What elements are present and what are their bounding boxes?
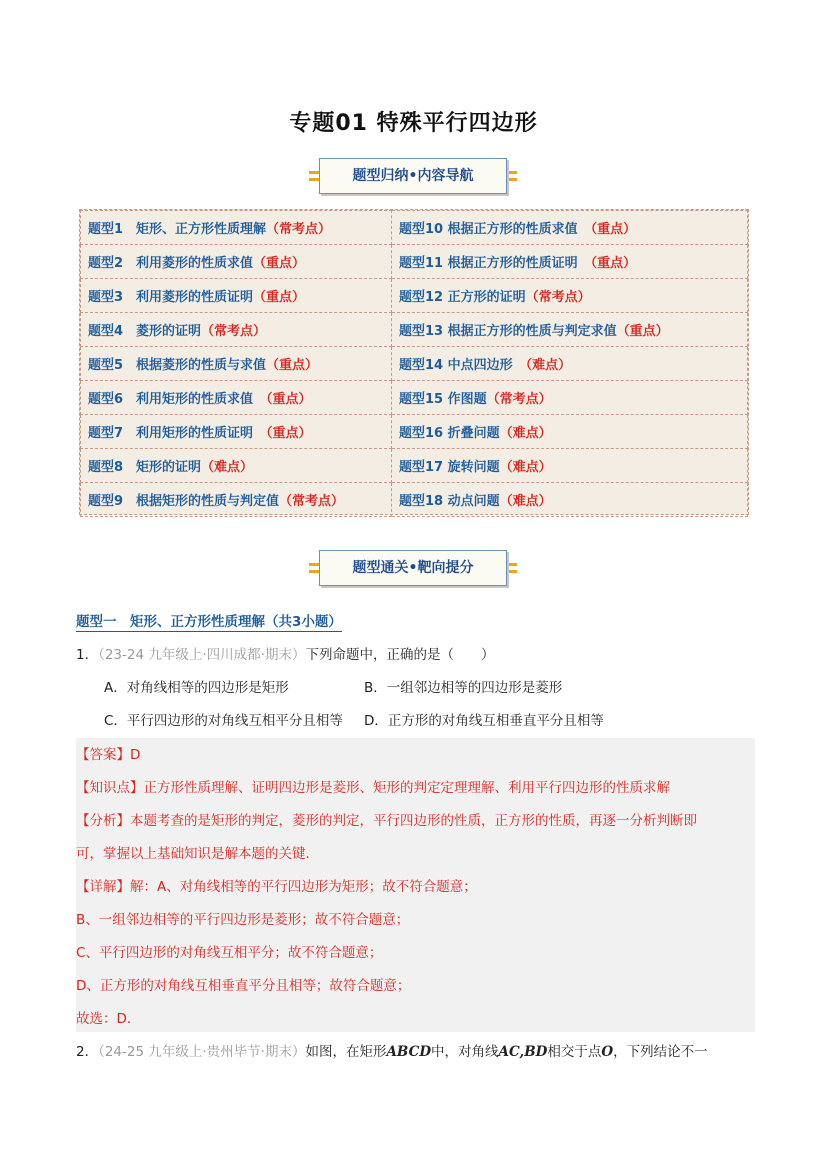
- toc-banner: [313, 158, 513, 194]
- toc-item[interactable]: [392, 211, 748, 245]
- detail-line-3: C、平行四边形的对角线互相平分；故不符合题意；: [76, 945, 383, 961]
- toc-item[interactable]: [81, 483, 392, 517]
- toc-item[interactable]: [81, 279, 392, 313]
- toc-item-tag: （重点）: [253, 256, 306, 271]
- toc-item-label: 题型6 利用矩形的性质求值: [88, 392, 267, 407]
- toc-item-label: 题型5 根据菱形的性质与求值: [88, 358, 267, 373]
- option-a: A．对角线相等的四边形是矩形: [104, 680, 289, 696]
- toc-item-label: 题型12 正方形的证明: [399, 290, 526, 305]
- toc-item-tag: （难点）: [499, 494, 552, 509]
- practice-banner-label: 题型通关•靶向提分: [319, 550, 507, 586]
- option-c: C．平行四边形的对角线互相平分且相等: [104, 713, 343, 729]
- toc-item[interactable]: [81, 211, 392, 245]
- toc-item-tag: （重点）: [253, 290, 306, 305]
- toc-row: [81, 279, 748, 313]
- knowledge-line: [76, 776, 670, 796]
- toc-item-tag: （重点）: [266, 358, 319, 373]
- toc-item-label: 题型14 中点四边形: [399, 358, 526, 373]
- toc-item-tag: （难点）: [499, 460, 552, 475]
- toc-item-tag: （重点）: [590, 256, 637, 271]
- math-diagonals: AC,BD: [498, 1044, 548, 1060]
- page-title: 专题01 特殊平行四边形: [289, 111, 538, 136]
- question-source: （24-25 九年级上·贵州毕节·期末）: [98, 1044, 306, 1060]
- toc-item-tag: （常考点）: [525, 290, 591, 305]
- toc-row: [81, 483, 748, 517]
- detail-line-1: [76, 875, 477, 895]
- toc-item[interactable]: [81, 415, 392, 449]
- toc-row: [81, 245, 748, 279]
- toc-item-tag: （重点）: [266, 426, 312, 441]
- toc-item[interactable]: [81, 381, 392, 415]
- toc-item[interactable]: [392, 245, 748, 279]
- question-number: 1．: [76, 647, 99, 663]
- toc-item[interactable]: [81, 449, 392, 483]
- toc-item-tag: （难点）: [499, 426, 552, 441]
- detail-label: 【详解】: [76, 879, 130, 895]
- toc-item[interactable]: [392, 279, 748, 313]
- detail-line-4: D、正方形的对角线互相垂直平分且相等；故符合题意；: [76, 978, 411, 994]
- toc-item-tag: （常考点）: [486, 392, 552, 407]
- knowledge-text: 正方形性质理解、证明四边形是菱形、矩形的判定定理理解、利用平行四边形的性质求解: [143, 780, 670, 796]
- toc-item-tag: （重点）: [266, 392, 312, 407]
- toc-item-label: 题型16 折叠问题: [399, 426, 500, 441]
- detail-text-1: 解：A、对角线相等的平行四边形为矩形；故不符合题意；: [130, 879, 477, 895]
- toc-item-label: 题型11 根据正方形的性质证明: [399, 256, 591, 271]
- detail-line-2: B、一组邻边相等的平行四边形是菱形；故不符合题意；: [76, 912, 410, 928]
- answer-line: [76, 743, 140, 763]
- toc-item-label: 题型15 作图题: [399, 392, 487, 407]
- toc-item-tag: （重点）: [616, 324, 669, 339]
- toc-item-label: 题型13 根据正方形的性质与判定求值: [399, 324, 617, 339]
- analysis-label: 【分析】: [76, 813, 130, 829]
- toc-item[interactable]: [81, 347, 392, 381]
- analysis-line-2: 可，掌握以上基础知识是解本题的关键．: [76, 846, 319, 862]
- toc-table: [79, 209, 749, 515]
- toc-banner-label: 题型归纳•内容导航: [319, 158, 507, 194]
- toc-row: [81, 313, 748, 347]
- toc-row: [81, 449, 748, 483]
- question-2: [76, 1040, 708, 1060]
- toc-row: [81, 415, 748, 449]
- question-text-1: 如图，在矩形: [305, 1044, 387, 1060]
- toc-row: [81, 381, 748, 415]
- practice-banner: [313, 550, 513, 586]
- toc-item-tag: （常考点）: [279, 494, 345, 509]
- section-title: 题型一 矩形、正方形性质理解（共3小题）: [76, 610, 342, 632]
- toc-item-label: 题型8 矩形的证明: [88, 460, 202, 475]
- toc-item[interactable]: [392, 381, 748, 415]
- question-text-2: 中，对角线: [431, 1044, 499, 1060]
- toc-item-label: 题型9 根据矩形的性质与判定值: [88, 494, 280, 509]
- toc-item[interactable]: [392, 449, 748, 483]
- toc-item-tag: （常考点）: [201, 324, 267, 339]
- toc-item-label: 题型17 旋转问题: [399, 460, 500, 475]
- toc-item-label: 题型1 矩形、正方形性质理解: [88, 222, 267, 237]
- conclusion-line: 故选：D．: [76, 1011, 141, 1027]
- question-1: [76, 643, 494, 663]
- question-stem: 下列命题中，正确的是（ ）: [305, 647, 495, 663]
- question-source: （23-24 九年级上·四川成都·期末）: [98, 647, 306, 663]
- toc-item-tag: （难点）: [201, 460, 254, 475]
- toc-item-label: 题型2 利用菱形的性质求值: [88, 256, 254, 271]
- math-rect-name: ABCD: [386, 1044, 432, 1060]
- toc-item-label: 题型7 利用矩形的性质证明: [88, 426, 267, 441]
- question-number: 2．: [76, 1044, 99, 1060]
- toc-item-label: 题型10 根据正方形的性质求值: [399, 222, 591, 237]
- toc-item-label: 题型4 菱形的证明: [88, 324, 202, 339]
- analysis-line-1: [76, 809, 697, 829]
- math-point: O: [601, 1044, 614, 1060]
- toc-item[interactable]: [392, 483, 748, 517]
- knowledge-label: 【知识点】: [76, 780, 144, 796]
- question-text-3: 相交于点: [547, 1044, 602, 1060]
- option-d: D．正方形的对角线互相垂直平分且相等: [364, 713, 604, 729]
- toc-item-tag: （常考点）: [266, 222, 332, 237]
- toc-item-tag: （难点）: [525, 358, 572, 373]
- toc-item-tag: （重点）: [590, 222, 637, 237]
- analysis-text-1: 本题考查的是矩形的判定，菱形的判定，平行四边形的性质，正方形的性质，再逐一分析判断即: [130, 813, 697, 829]
- answer-value: D: [130, 747, 141, 763]
- question-text-4: ，下列结论不一: [613, 1044, 708, 1060]
- toc-item[interactable]: [392, 415, 748, 449]
- toc-item[interactable]: [81, 245, 392, 279]
- toc-item-label: 题型18 动点问题: [399, 494, 500, 509]
- answer-label: 【答案】: [76, 747, 130, 763]
- toc-item[interactable]: [81, 313, 392, 347]
- toc-row: [81, 347, 748, 381]
- toc-item-label: 题型3 利用菱形的性质证明: [88, 290, 254, 305]
- option-b: B．一组邻边相等的四边形是菱形: [364, 680, 563, 696]
- toc-row: [81, 211, 748, 245]
- toc-item[interactable]: [392, 313, 748, 347]
- toc-item[interactable]: [392, 347, 748, 381]
